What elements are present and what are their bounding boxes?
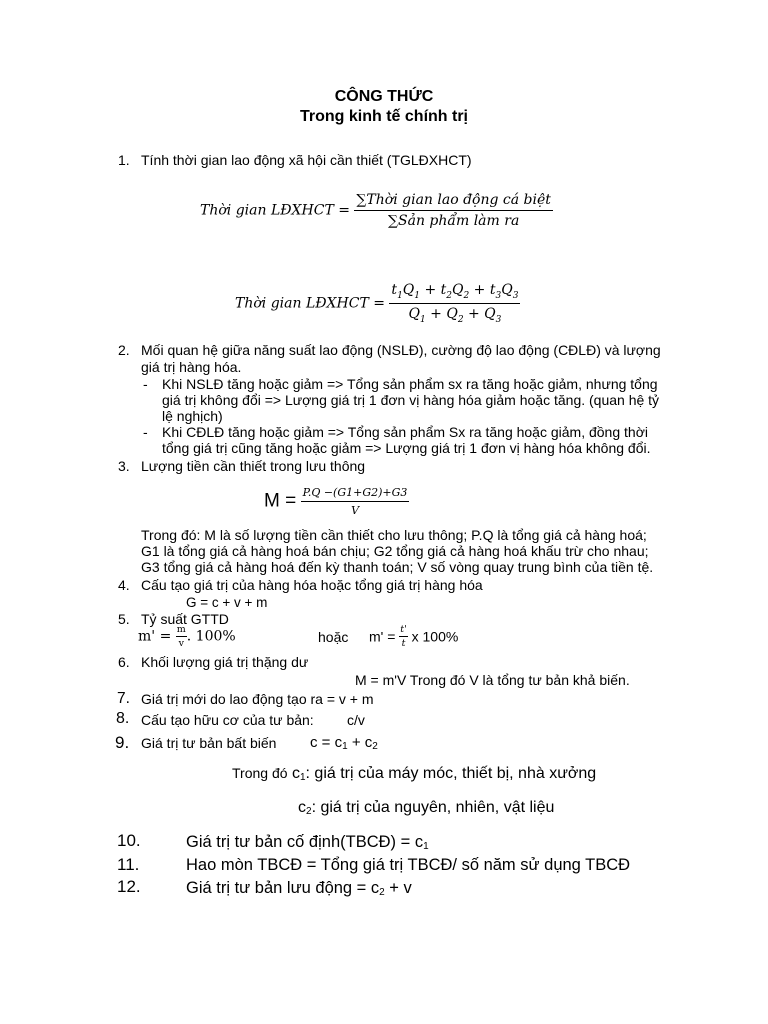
item-5-formula-1 bbox=[138, 624, 236, 649]
item-5-formula-2-numerator: t' bbox=[400, 624, 407, 635]
formula-money-lhs: M = bbox=[264, 490, 297, 512]
item-9-text: Giá trị tư bản bất biến bbox=[141, 735, 277, 751]
formula-money-numerator: P.Q −(G1+G2)+G3 bbox=[301, 486, 410, 502]
item-3-text: Lượng tiền cần thiết trong lưu thông bbox=[141, 458, 366, 474]
item-11-number: 11. bbox=[117, 855, 140, 874]
formula-2-numerator: $t_1Q_1 + t_2Q_2 + t_3Q_3$ bbox=[389, 282, 520, 304]
item-8-number: 8. bbox=[116, 710, 130, 727]
item-4-number: 4. bbox=[118, 577, 130, 593]
formula-labor-time-2 bbox=[235, 282, 520, 325]
formula-money-fraction bbox=[301, 486, 410, 517]
item-5-number: 5. bbox=[118, 611, 130, 627]
item-5-formula-1-fraction bbox=[176, 624, 187, 649]
item-5-formula-1-lhs: m' = bbox=[138, 628, 172, 645]
item-2-bullet-1-line-3: lệ nghịch) bbox=[162, 408, 223, 424]
formula-money-circulation bbox=[264, 486, 409, 517]
item-1-number: 1. bbox=[118, 152, 130, 168]
item-2-bullet-1-dash: - bbox=[143, 376, 148, 392]
item-4-formula: G = c + v + m bbox=[186, 595, 268, 610]
item-5-formula-2-rhs: x 100% bbox=[411, 628, 459, 645]
item-3-number: 3. bbox=[118, 458, 130, 474]
item-3-note-line-3: G3 tổng giá cả hàng hoá đến kỳ thanh toán; V số vòng quay trung bình của tiền tệ. bbox=[141, 559, 654, 575]
item-5-formula-2-lhs: m' = bbox=[369, 628, 396, 645]
formula-2-denominator: $Q_1 + Q_2 + Q_3$ bbox=[408, 305, 502, 325]
item-6-text: Khối lượng giá trị thặng dư bbox=[141, 654, 309, 670]
formula-1-numerator: ∑Thời gian lao động cá biệt bbox=[354, 192, 552, 211]
item-5-text: Tỷ suất GTTD bbox=[141, 611, 229, 627]
formula-1-fraction bbox=[354, 192, 552, 229]
item-2-bullet-2-line-2: tổng giá trị cũng tăng hoặc giảm => Lượng giá trị 1 đơn vị hàng hóa không đổi. bbox=[162, 440, 651, 456]
item-3-note-line-1: Trong đó: M là số lượng tiền cần thiết cho lưu thông; P.Q là tổng giá cả hàng hoá; bbox=[141, 527, 647, 543]
formula-1-denominator: ∑Sản phẩm làm ra bbox=[388, 213, 520, 229]
item-10-text: Giá trị tư bản cố định(TBCĐ) = c1 bbox=[186, 833, 429, 852]
item-11-text: Hao mòn TBCĐ = Tổng giá trị TBCĐ/ số năm sử dụng TBCĐ bbox=[186, 856, 631, 874]
formula-1-lhs: Thời gian LĐXHCT = bbox=[200, 202, 350, 219]
item-5-formula-2-fraction bbox=[399, 624, 407, 649]
item-5-formula-1-numerator: m bbox=[176, 624, 186, 635]
item-2-bullet-1-line-2: giá trị không đổi => Lượng giá trị 1 đơn vị hàng hóa giảm hoặc tăng. (quan hệ tỷ bbox=[162, 392, 660, 408]
item-12-text: Giá trị tư bản lưu động = c2 + v bbox=[186, 879, 412, 898]
item-5-or: hoặc bbox=[318, 629, 349, 645]
item-12-number: 12. bbox=[117, 877, 141, 896]
item-2-line-1: Mối quan hệ giữa năng suất lao động (NSLĐ), cường độ lao động (CĐLĐ) và lượng bbox=[141, 342, 661, 358]
item-5-formula-2 bbox=[369, 624, 458, 649]
page-title: CÔNG THỨC bbox=[334, 88, 434, 105]
formula-money-denominator: V bbox=[351, 504, 360, 517]
item-2-line-2: giá trị hàng hóa. bbox=[141, 359, 242, 375]
item-10-number: 10. bbox=[117, 831, 141, 850]
item-9-c2-definition: c2: giá trị của nguyên, nhiên, vật liệu bbox=[298, 799, 555, 817]
item-9-number: 9. bbox=[115, 733, 130, 752]
item-5-formula-1-rhs: . 100% bbox=[186, 628, 236, 645]
item-9-c1-definition: Trong đó c1: giá trị của máy móc, thiết bị, nhà xưởng bbox=[232, 765, 597, 783]
item-5-formula-2-denominator: t bbox=[401, 638, 406, 649]
item-4-text: Cấu tạo giá trị của hàng hóa hoặc tổng giá trị hàng hóa bbox=[141, 577, 483, 593]
formula-2-fraction bbox=[389, 282, 520, 325]
item-3-note-line-2: G1 là tổng giá cả hàng hoá bán chịu; G2 tổng giá cả hàng hoá khấu trừ cho nhau; bbox=[141, 543, 649, 559]
item-7-text: Giá trị mới do lao động tạo ra = v + m bbox=[141, 691, 374, 707]
item-6-formula: M = m'V Trong đó V là tổng tư bản khả biến. bbox=[355, 672, 630, 688]
formula-labor-time-1 bbox=[200, 192, 553, 229]
item-8-formula: c/v bbox=[347, 712, 365, 728]
item-1-text: Tính thời gian lao động xã hội cần thiết (TGLĐXHCT) bbox=[141, 152, 472, 168]
page-subtitle: Trong kinh tế chính trị bbox=[300, 108, 468, 125]
item-2-bullet-1-line-1: Khi NSLĐ tăng hoặc giảm => Tổng sản phẩm sx ra tăng hoặc giảm, nhưng tổng bbox=[162, 376, 658, 392]
item-9-formula: c = c1 + c2 bbox=[310, 734, 378, 752]
item-7-number: 7. bbox=[117, 690, 130, 707]
item-2-number: 2. bbox=[118, 342, 130, 358]
item-2-bullet-2-dash: - bbox=[143, 424, 148, 440]
item-5-formula-1-denominator: v bbox=[178, 638, 184, 649]
item-6-number: 6. bbox=[118, 654, 130, 670]
item-8-text: Cấu tạo hữu cơ của tư bản: bbox=[141, 712, 314, 728]
formula-2-lhs: Thời gian LĐXHCT = bbox=[235, 295, 385, 312]
item-2-bullet-2-line-1: Khi CĐLĐ tăng hoặc giảm => Tổng sản phẩm Sx ra tăng hoặc giảm, đồng thời bbox=[162, 424, 648, 440]
